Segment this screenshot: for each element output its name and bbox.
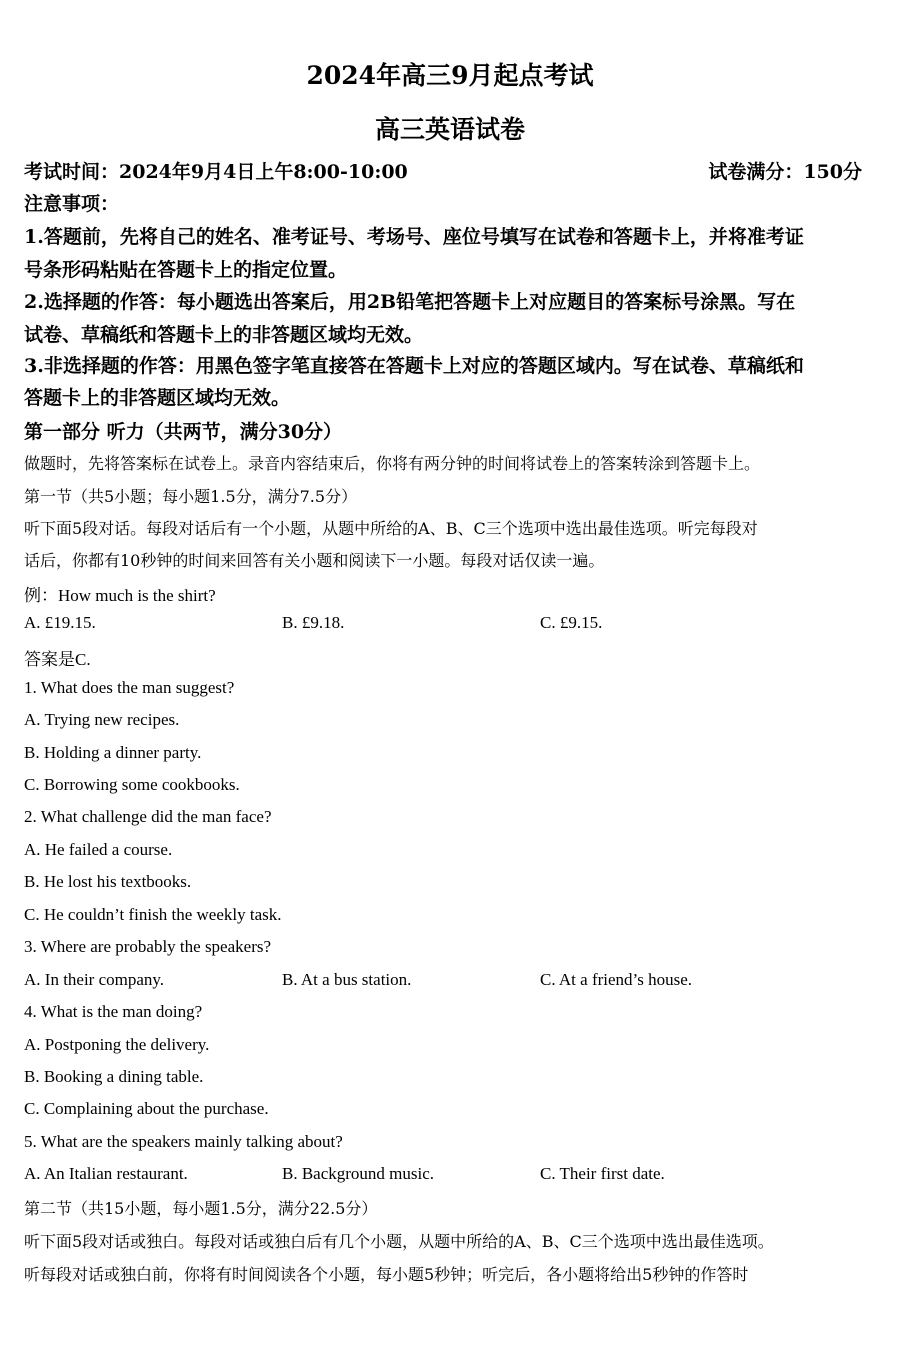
question-5-option-a: A. An Italian restaurant.	[24, 1164, 188, 1183]
note-3-line-1: 3.非选择题的作答：用黑色签字笔直接答在答题卡上对应的答题区域内。写在试卷、草稿纸和	[24, 355, 804, 377]
section-1-instructions-line-1: 听下面5段对话。每段对话后有一个小题，从题中所给的A、B、C三个选项中选出最佳选项。听完每段对	[24, 519, 758, 538]
question-3: 3. Where are probably the speakers?	[24, 937, 272, 956]
example-option-a: A. £19.15.	[24, 613, 96, 632]
full-score: 试卷满分：150分	[708, 161, 862, 183]
exam-subtitle: 高三英语试卷	[374, 115, 525, 144]
example-answer: 答案是C.	[24, 650, 91, 669]
notes-heading: 注意事项：	[24, 193, 120, 215]
question-2-option-b: B. He lost his textbooks.	[24, 872, 192, 891]
question-1: 1. What does the man suggest?	[24, 678, 235, 697]
question-3-option-a: A. In their company.	[24, 970, 165, 989]
section-1-instructions-line-2: 话后，你都有10秒钟的时间来回答有关小题和阅读下一小题。每段对话仅读一遍。	[24, 551, 605, 570]
example-question: 例：How much is the shirt?	[24, 586, 216, 605]
question-4-option-b: B. Booking a dining table.	[24, 1067, 204, 1086]
note-1-line-2: 号条形码粘贴在答题卡上的指定位置。	[24, 259, 348, 281]
question-5: 5. What are the speakers mainly talking about?	[24, 1132, 343, 1151]
section-2-heading: 第二节（共15小题，每小题1.5分，满分22.5分）	[24, 1199, 378, 1218]
question-5-option-c: C. Their first date.	[540, 1164, 665, 1183]
question-4-option-a: A. Postponing the delivery.	[24, 1035, 210, 1054]
question-2-option-a: A. He failed a course.	[24, 840, 173, 859]
section-1-heading: 第一节（共5小题；每小题1.5分，满分7.5分）	[24, 487, 358, 506]
example-option-c: C. £9.15.	[540, 613, 603, 632]
question-2: 2. What challenge did the man face?	[24, 807, 272, 826]
section-2-instructions-line-2: 听每段对话或独白前，你将有时间阅读各个小题，每小题5秒钟；听完后，各小题将给出5秒钟的作答时	[24, 1265, 749, 1284]
note-2-line-2: 试卷、草稿纸和答题卡上的非答题区域均无效。	[24, 324, 424, 346]
question-4: 4. What is the man doing?	[24, 1002, 203, 1021]
note-3-line-2: 答题卡上的非答题区域均无效。	[24, 387, 291, 409]
question-2-option-c: C. He couldn’t finish the weekly task.	[24, 905, 282, 924]
question-3-option-c: C. At a friend’s house.	[540, 970, 693, 989]
question-1-option-c: C. Borrowing some cookbooks.	[24, 775, 240, 794]
note-1-line-1: 1.答题前，先将自己的姓名、准考证号、考场号、座位号填写在试卷和答题卡上，并将准考证	[24, 226, 804, 248]
part-1-intro: 做题时，先将答案标在试卷上。录音内容结束后，你将有两分钟的时间将试卷上的答案转涂到答题卡上。	[24, 454, 761, 473]
note-2-line-1: 2.选择题的作答：每小题选出答案后，用2B铅笔把答题卡上对应题目的答案标号涂黑。写在	[24, 291, 796, 313]
example-option-b: B. £9.18.	[282, 613, 345, 632]
part-1-heading: 第一部分 听力（共两节，满分30分）	[24, 421, 343, 443]
question-4-option-c: C. Complaining about the purchase.	[24, 1099, 269, 1118]
exam-time: 考试时间：2024年9月4日上午8:00-10:00	[24, 161, 408, 183]
question-1-option-a: A. Trying new recipes.	[24, 710, 180, 729]
exam-title: 2024年高三9月起点考试	[306, 61, 594, 90]
section-2-instructions-line-1: 听下面5段对话或独白。每段对话或独白后有几个小题，从题中所给的A、B、C三个选项中选出最佳选项。	[24, 1232, 774, 1251]
question-3-option-b: B. At a bus station.	[282, 970, 412, 989]
question-1-option-b: B. Holding a dinner party.	[24, 743, 202, 762]
question-5-option-b: B. Background music.	[282, 1164, 435, 1183]
